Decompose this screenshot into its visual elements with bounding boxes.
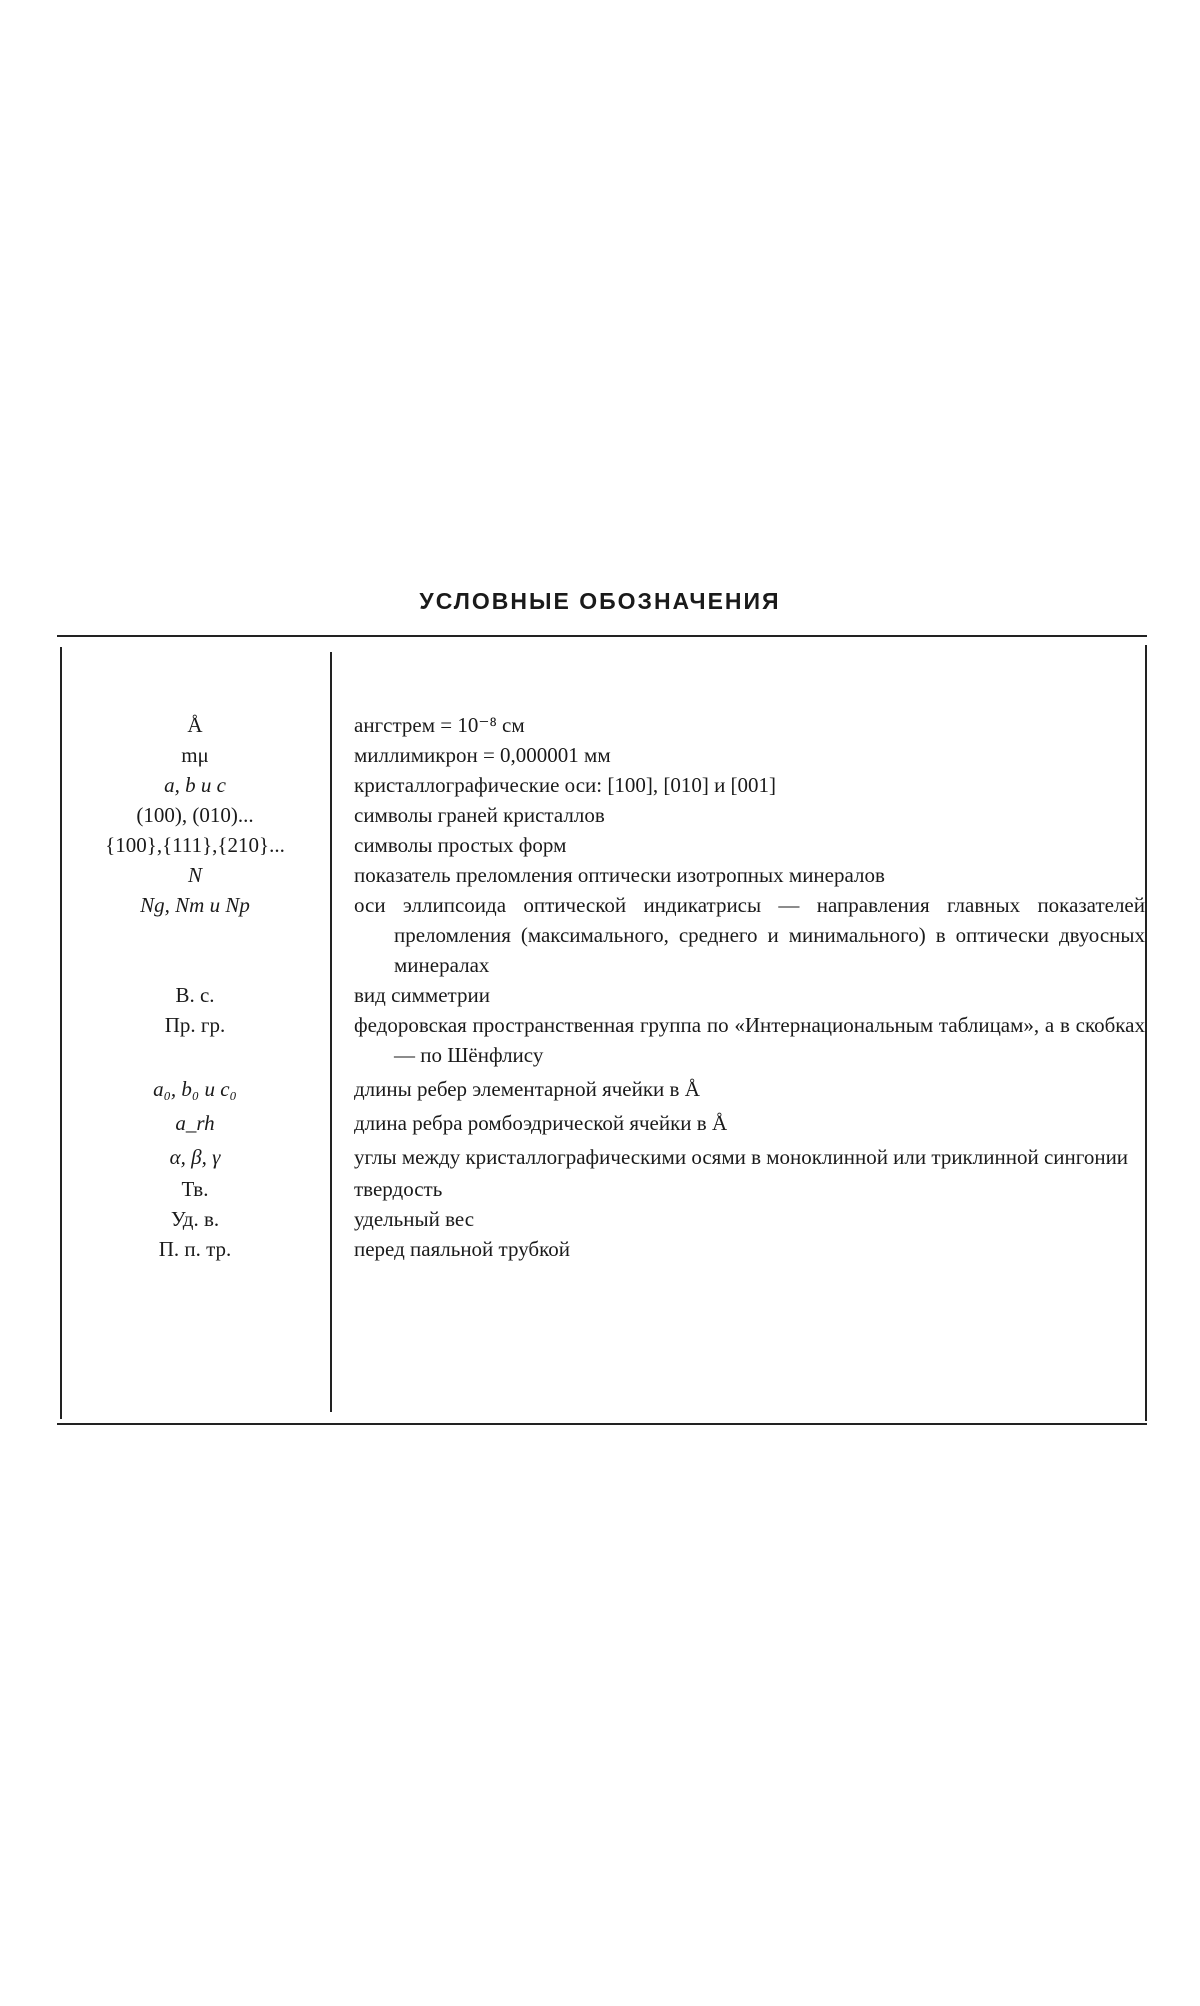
table-row bbox=[60, 860, 1145, 890]
symbol-cell: mμ bbox=[181, 743, 209, 767]
description-cell: длина ребра ромбоэдрической ячейки в Å bbox=[354, 1111, 728, 1135]
symbol-cell: (100), (010)... bbox=[136, 803, 254, 827]
description-cell: длины ребер элементарной ячейки в Å bbox=[354, 1077, 700, 1101]
table-row bbox=[60, 1010, 1145, 1070]
description-cell: ангстрем = 10⁻⁸ см bbox=[354, 713, 525, 737]
symbol-cell: Уд. в. bbox=[170, 1207, 220, 1231]
symbol-cell: a_rh bbox=[175, 1111, 215, 1135]
symbol-cell: Пр. гр. bbox=[164, 1013, 226, 1037]
symbol-cell: В. с. bbox=[175, 983, 215, 1007]
symbol-cell: {100},{111},{210}... bbox=[105, 833, 285, 857]
table-row bbox=[60, 890, 1145, 980]
table-row bbox=[60, 800, 1145, 830]
table-row bbox=[60, 1108, 1145, 1138]
symbol-cell: a, b и c bbox=[164, 773, 226, 797]
symbol-cell: П. п. тр. bbox=[158, 1237, 232, 1261]
table-bottom-rule bbox=[57, 1423, 1147, 1425]
table-top-rule bbox=[57, 635, 1147, 637]
symbol-cell: Å bbox=[187, 713, 203, 737]
table-row bbox=[60, 1204, 1145, 1234]
table-row bbox=[60, 710, 1145, 740]
description-cell: показатель преломления оптически изотропных минералов bbox=[354, 863, 885, 887]
symbol-cell: Ng, Nm и Np bbox=[140, 893, 250, 917]
description-cell: твердость bbox=[354, 1177, 443, 1201]
description-cell: символы граней кристаллов bbox=[354, 803, 605, 827]
page-title: УСЛОВНЫЕ ОБОЗНАЧЕНИЯ bbox=[419, 588, 781, 614]
description-cell: символы простых форм bbox=[354, 833, 567, 857]
table-row bbox=[60, 980, 1145, 1010]
symbol-cell: N bbox=[187, 863, 202, 887]
table-row bbox=[60, 1074, 1145, 1104]
description-cell: углы между кристаллографическими осями в моноклинной или триклинной сингонии bbox=[354, 1145, 1129, 1169]
table-row bbox=[60, 1174, 1145, 1204]
symbol-cell: α, β, γ bbox=[169, 1145, 221, 1169]
description-cell: перед паяльной трубкой bbox=[354, 1237, 570, 1261]
symbol-cell: Тв. bbox=[181, 1177, 209, 1201]
description-cell: кристаллографические оси: [100], [010] и [001] bbox=[354, 773, 777, 797]
table-row bbox=[60, 1142, 1145, 1172]
description-cell: миллимикрон = 0,000001 мм bbox=[354, 743, 611, 767]
table-row bbox=[60, 740, 1145, 770]
table-row bbox=[60, 830, 1145, 860]
description-cell: вид симметрии bbox=[354, 983, 490, 1007]
table-row bbox=[60, 770, 1145, 800]
symbol-cell: a₀, b₀ и c₀ bbox=[153, 1077, 237, 1101]
table-row bbox=[60, 1234, 1145, 1264]
description-cell: удельный вес bbox=[354, 1207, 475, 1231]
description-cell: федоровская пространственная группа по «Интернациональным таблицам», а в скобках — по Шёнфлису bbox=[354, 1013, 1145, 1067]
description-cell: оси эллипсоида оптической индикатрисы — направления главных показателей преломления (максимального, среднего и минимального) в оптически двуосных минералах bbox=[354, 893, 1145, 977]
table-right-border bbox=[1145, 645, 1147, 1421]
notation-table bbox=[60, 710, 1145, 1264]
